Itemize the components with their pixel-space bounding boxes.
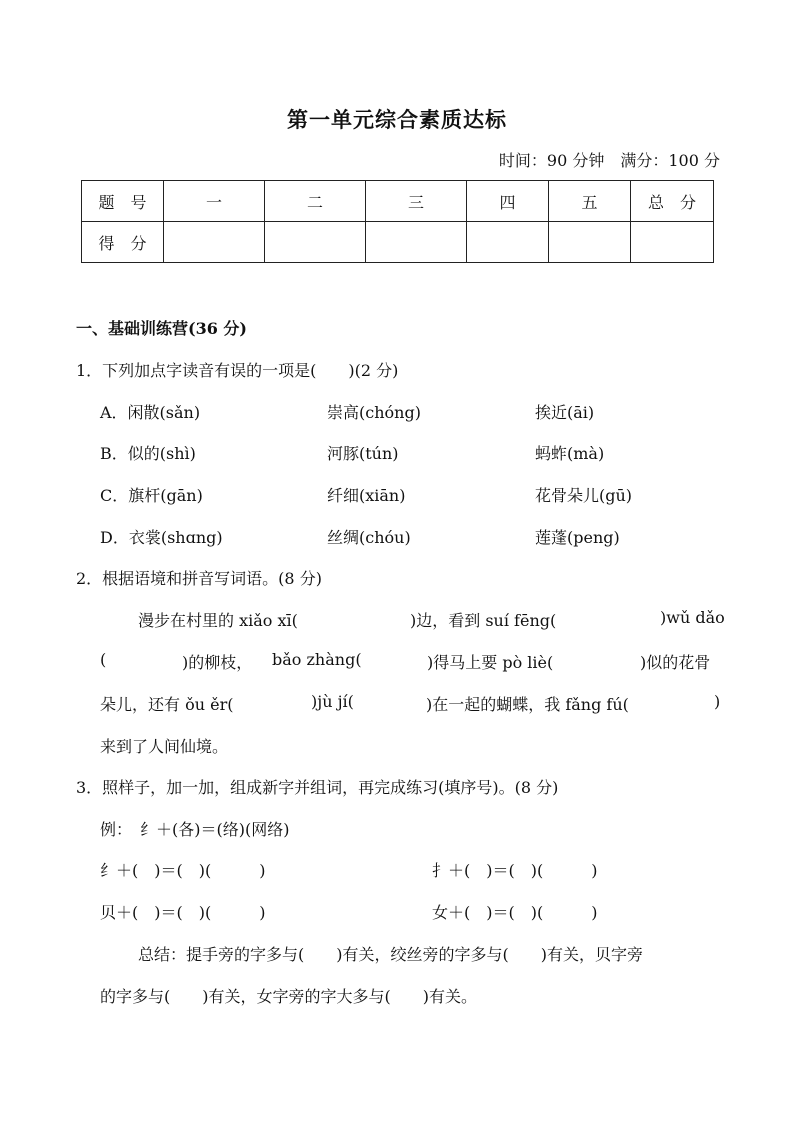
- q2-text: )的柳枝，: [182, 653, 253, 672]
- option-c-3: 花骨朵儿(gū): [535, 486, 633, 505]
- section-heading: 一、基础训练营(36 分): [76, 319, 247, 338]
- score-header-cell: 三: [366, 181, 467, 222]
- score-header-cell: 题 号: [82, 181, 164, 222]
- option-d-2: 丝绸(chóu): [327, 528, 411, 547]
- q3-example: 例： 纟＋(各)＝(络)(网络): [100, 820, 290, 839]
- q2-text: 朵儿，还有 ǒu ěr(: [100, 695, 234, 714]
- option-b-2: 河豚(tún): [327, 444, 399, 463]
- q3-summary: 总结：提手旁的字多与( )有关，绞丝旁的字多与( )有关，贝字旁: [138, 945, 643, 964]
- q2-text: )边，看到 suí fēng(: [410, 611, 557, 630]
- question-3-stem: 3．照样子，加一加，组成新字并组词，再完成练习(填序号)。(8 分): [76, 778, 559, 797]
- score-cell[interactable]: [366, 222, 467, 263]
- score-header-cell: 四: [467, 181, 549, 222]
- q2-text: (: [100, 650, 107, 669]
- score-header-cell: 一: [164, 181, 265, 222]
- page-title: 第一单元综合素质达标: [287, 107, 507, 132]
- q2-text: )得马上要 pò liè(: [427, 653, 554, 672]
- score-row-label: 得 分: [82, 222, 164, 263]
- question-1-stem: 1．下列加点字读音有误的一项是( )(2 分): [76, 361, 399, 380]
- option-b-1: B．似的(shì): [100, 444, 196, 463]
- score-header-cell: 总 分: [631, 181, 714, 222]
- option-b-3: 蚂蚱(mà): [535, 444, 605, 463]
- q2-text: )似的花骨: [640, 653, 711, 672]
- q3-row: 女＋( )＝( )( ): [432, 903, 598, 922]
- option-c-1: C．旗杆(gān): [100, 486, 203, 505]
- exam-meta: 时间：90 分钟 满分：100 分: [498, 151, 720, 170]
- score-header-cell: 二: [265, 181, 366, 222]
- question-2-stem: 2．根据语境和拼音写词语。(8 分): [76, 569, 322, 588]
- option-a-1: A．闲散(sǎn): [100, 403, 201, 422]
- option-d-1: D．衣裳(shɑng): [100, 528, 223, 547]
- q2-text: bǎo zhàng(: [272, 650, 362, 669]
- q2-text: )jù jí(: [311, 692, 354, 711]
- q3-row: 扌＋( )＝( )( ): [432, 861, 598, 880]
- score-cell[interactable]: [631, 222, 714, 263]
- score-table: [81, 180, 714, 263]
- q3-summary: 的字多与( )有关，女字旁的字大多与( )有关。: [100, 987, 477, 1006]
- q2-text: ): [714, 692, 721, 711]
- q2-text: 来到了人间仙境。: [100, 737, 229, 756]
- score-cell[interactable]: [265, 222, 366, 263]
- score-cell[interactable]: [549, 222, 631, 263]
- option-a-3: 挨近(āi): [535, 403, 595, 422]
- q2-text: )在一起的蝴蝶，我 fǎng fú(: [426, 695, 629, 714]
- score-cell[interactable]: [467, 222, 549, 263]
- option-a-2: 崇高(chóng): [327, 403, 421, 422]
- q2-text: )wǔ dǎo: [660, 608, 725, 627]
- score-value-row: [82, 222, 714, 263]
- q3-row: 贝＋( )＝( )( ): [100, 903, 266, 922]
- score-header-row: [82, 181, 714, 222]
- q2-text: 漫步在村里的 xiǎo xī(: [138, 611, 298, 630]
- score-cell[interactable]: [164, 222, 265, 263]
- score-header-cell: 五: [549, 181, 631, 222]
- option-d-3: 莲蓬(peng): [535, 528, 620, 547]
- q3-row: 纟＋( )＝( )( ): [100, 861, 266, 880]
- option-c-2: 纤细(xiān): [327, 486, 406, 505]
